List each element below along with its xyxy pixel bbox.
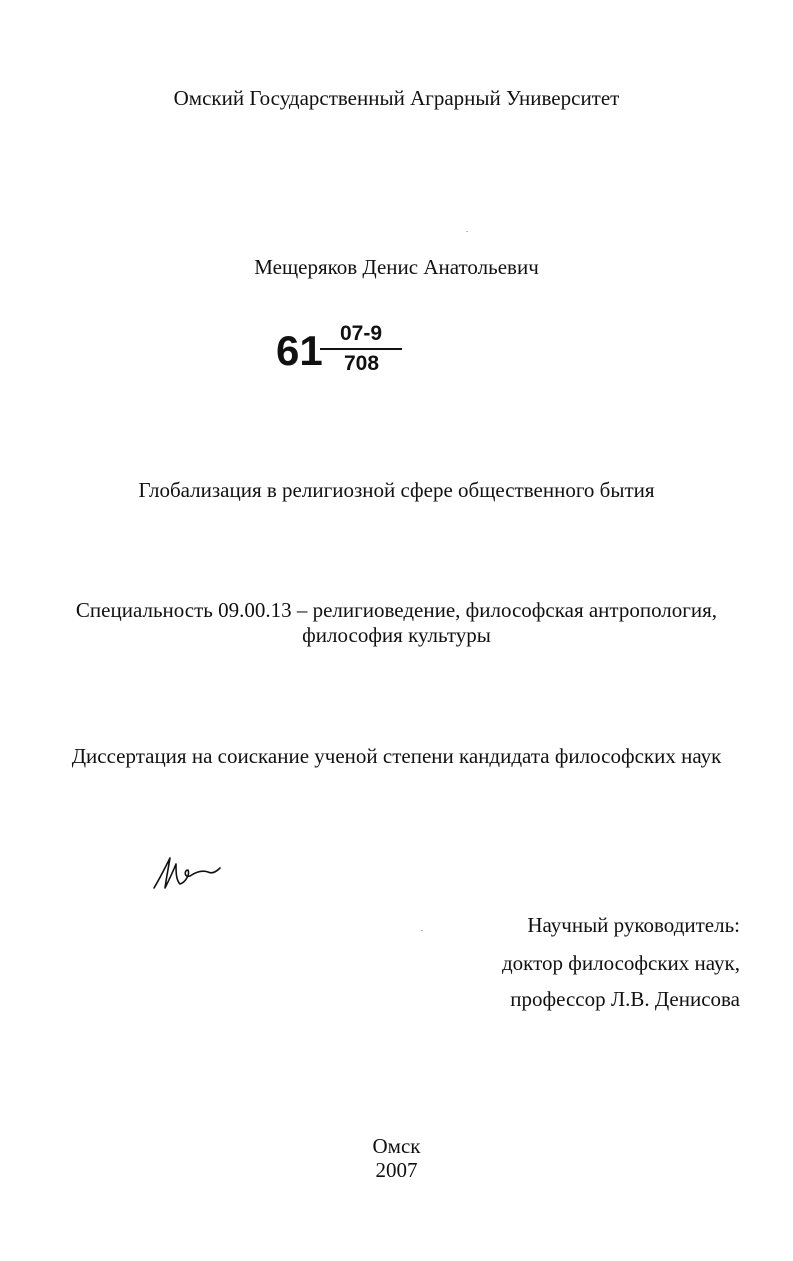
stamp-numerator: 07-9 bbox=[340, 322, 383, 345]
scan-speck bbox=[421, 930, 423, 931]
advisor-role: Научный руководитель: bbox=[527, 913, 740, 937]
author-name: Мещеряков Денис Анатольевич bbox=[254, 255, 539, 279]
handwritten-signature bbox=[150, 852, 222, 894]
stamp-prefix: 61 bbox=[276, 327, 323, 374]
university-name: Омский Государственный Аграрный Университет bbox=[173, 86, 620, 110]
year: 2007 bbox=[375, 1158, 418, 1182]
advisor-degree: доктор философских наук, bbox=[502, 951, 740, 975]
specialty-line-1: Специальность 09.00.13 – религиоведение, философская антропология, bbox=[75, 598, 718, 622]
dissertation-title: Глобализация в религиозной сфере общественного бытия bbox=[138, 478, 655, 502]
stamp-fraction-line bbox=[320, 348, 402, 350]
city: Омск bbox=[372, 1134, 421, 1158]
advisor-name: профессор Л.В. Денисова bbox=[510, 987, 740, 1011]
degree-statement: Диссертация на соискание ученой степени кандидата философских наук bbox=[71, 744, 722, 768]
stamp-denominator: 708 bbox=[344, 352, 380, 375]
scan-speck bbox=[466, 231, 468, 232]
library-stamp bbox=[276, 322, 406, 384]
specialty-line-2: философия культуры bbox=[302, 623, 491, 647]
